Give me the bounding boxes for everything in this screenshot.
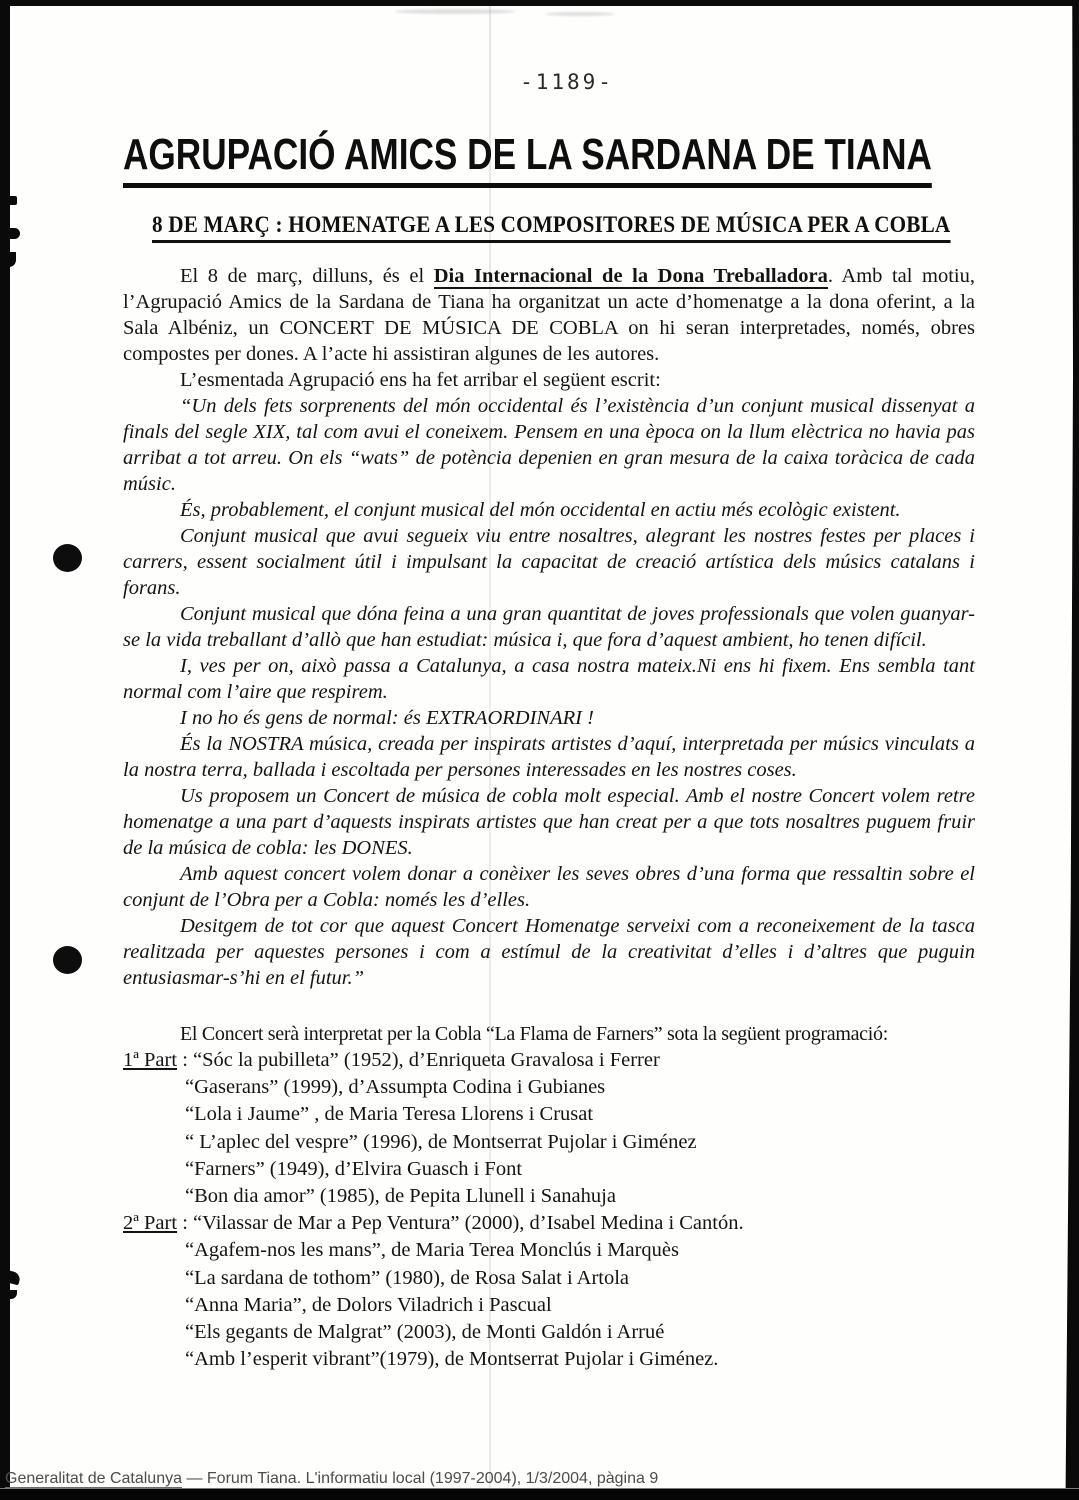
quote-paragraph: Us proposem un Concert de música de cobla molt especial. Amb el nostre Concert volem retre homenatge a una part d’aquests inspirats artistes que han creat per a que tots nosaltres puguem fruir de la música de cobla: les DONES. (123, 785, 975, 859)
quote-paragraph: És, probablement, el conjunt musical del món occidental en actiu més ecològic existent. (180, 499, 901, 521)
program-item-text: “Els gegants de Malgrat” (2003), de Monti Galdón i Arrué (185, 1321, 665, 1344)
program-row (123, 1129, 975, 1156)
scan-smudge (545, 12, 615, 16)
scan-smudge (395, 9, 515, 14)
scan-edge-mark (8, 228, 20, 239)
viewer-footer (5, 1470, 658, 1488)
subtitle-row (152, 212, 1020, 243)
quote-paragraph: Conjunt musical que dóna feina a una gran quantitat de joves professionals que volen guanyar-se la vida treballant d’allò que han estudiat: música i, que fora d’aquest ambient, ho tenen difícil. (123, 603, 975, 651)
program-item-text: “ L’aplec del vespre” (1996), de Montserrat Pujolar i Giménez (185, 1130, 697, 1153)
scan-edge-mark (8, 196, 17, 205)
program-part-label: 2ª Part (123, 1212, 178, 1235)
punch-hole (53, 946, 82, 974)
intro-highlight-dia-internacional: Dia Internacional de la Dona Treballadora (433, 265, 828, 287)
scan-edge-right (1064, 0, 1079, 1500)
program-item-text: “Lola i Jaume” , de Maria Teresa Llorens i Crusat (185, 1103, 594, 1126)
program-row (123, 1156, 975, 1183)
program-item-text: “Bon dia amor” (1985), de Pepita Llunell i Sanahuja (185, 1185, 616, 1208)
quote-paragraph: És la NOSTRA música, creada per inspirats artistes d’aquí, interpretada per músics vinculats a la nostra terra, ballada i escoltada per persones interessades en les nostres coses. (123, 733, 975, 781)
footer-source-link[interactable]: Generalitat de Catalunya (5, 1470, 182, 1487)
program-item-text: “Gaserans” (1999), d’Assumpta Codina i Gubianes (185, 1076, 606, 1099)
program-item-text: “Anna Maria”, de Dolors Viladrich i Pascual (185, 1293, 552, 1316)
program-row (123, 1210, 975, 1237)
program-item-text: “La sardana de tothom” (1980), de Rosa Salat i Artola (185, 1266, 630, 1289)
page-number: -1189- (520, 70, 614, 94)
program-row (123, 1319, 975, 1346)
title-row (123, 130, 1079, 188)
quote-paragraph: Desitgem de tot cor que aquest Concert Homenatge serveixi com a reconeixement de la tasca realitzada per aquestes persones i com a estímul de la creativitat d’elles i d’altres que puguin entusiasmar-s’hi en el futur.” (123, 915, 975, 989)
program-part-label: 1ª Part (123, 1049, 178, 1071)
scan-edge-mark (7, 252, 16, 267)
quote-paragraph: Amb aquest concert volem donar a conèixer les seves obres d’una forma que ressaltin sobre el conjunt de l’Obra per a Cobla: només les d’elles. (123, 863, 975, 911)
scan-edge-mark (7, 1290, 17, 1299)
page-subtitle: 8 DE MARÇ : HOMENATGE A LES COMPOSITORES DE MÚSICA PER A COBLA (152, 212, 950, 243)
program-row (123, 1074, 975, 1101)
program-item-text: “Agafem-nos les mans”, de Maria Terea Monclús i Marquès (185, 1239, 680, 1262)
page-title: AGRUPACIÓ AMICS DE LA SARDANA DE TIANA (123, 130, 932, 188)
program-separator: : (177, 1049, 194, 1071)
quote-paragraph: I, ves per on, això passa a Catalunya, a casa nostra mateix.Ni ens hi fixem. Ens sembla tant normal com l’aire que respirem. (123, 655, 975, 703)
lead-in-line: L’esmentada Agrupació ens ha fet arribar el següent escrit: (180, 369, 661, 391)
scan-edge-bottom (0, 1488, 1079, 1500)
program-row (123, 1292, 975, 1319)
quote-paragraph: I no ho és gens de normal: és EXTRAORDINARI ! (180, 707, 594, 729)
program-item-text: “Amb l’esperit vibrant”(1979), de Montserrat Pujolar i Giménez. (185, 1348, 719, 1371)
quote-paragraph: “Un dels fets sorprenents del món occidental és l’existència d’un conjunt musical dissenyat a finals del segle XIX, tal com avui el coneixem. Pensem en una època on la llum elèctrica no havia pas arribat a tot arreu. On els “wats” de potència depenien en gran mesura de la caixa toràcica de cada músic. (123, 395, 975, 495)
program-row (123, 1265, 975, 1292)
quote-paragraph: Conjunt musical que avui segueix viu entre nosaltres, alegrant les nostres festes per places i carrers, essent socialment útil i impulsant la capacitat de creació artística dels músics catalans i forans. (123, 525, 975, 599)
program-row (123, 1047, 975, 1074)
program-row (123, 1183, 975, 1210)
program-intro-line: El Concert serà interpretat per la Cobla “La Flama de Farners” sota la següent programació: (180, 1023, 888, 1045)
program-row (123, 1237, 975, 1264)
document-body (123, 263, 975, 1373)
footer-citation-text: — Forum Tiana. L'informatiu local (1997-2004), 1/3/2004, pàgina 9 (182, 1470, 659, 1487)
intro-text-before: El 8 de març, dilluns, és el (180, 265, 434, 287)
program-item-text: “Farners” (1949), d’Elvira Guasch i Font (185, 1157, 523, 1180)
scan-edge-top (0, 0, 1079, 6)
program-item-text: “Vilassar de Mar a Pep Ventura” (2000), d’Isabel Medina i Cantón. (193, 1212, 744, 1235)
intro-text-after: . Amb tal motiu, l’Agrupació Amics de la Sardana de Tiana ha organitzat un acte d’homenatge a la dona oferint, a la Sala Albéniz, un CONCERT DE MÚSICA DE COBLA on hi seran interpretades, només, obres compostes per dones. A l’acte hi assistiran algunes de les autores. (123, 265, 975, 365)
intro-paragraph (123, 263, 975, 367)
spacer (123, 991, 975, 1021)
program-row (123, 1346, 975, 1373)
program-item-text: “Sóc la pubilleta” (1952), d’Enriqueta Gravalosa i Ferrer (193, 1049, 660, 1071)
program-row (123, 1101, 975, 1128)
punch-hole (53, 544, 82, 572)
program-separator: : (177, 1212, 194, 1235)
page-number-row (0, 70, 1079, 94)
